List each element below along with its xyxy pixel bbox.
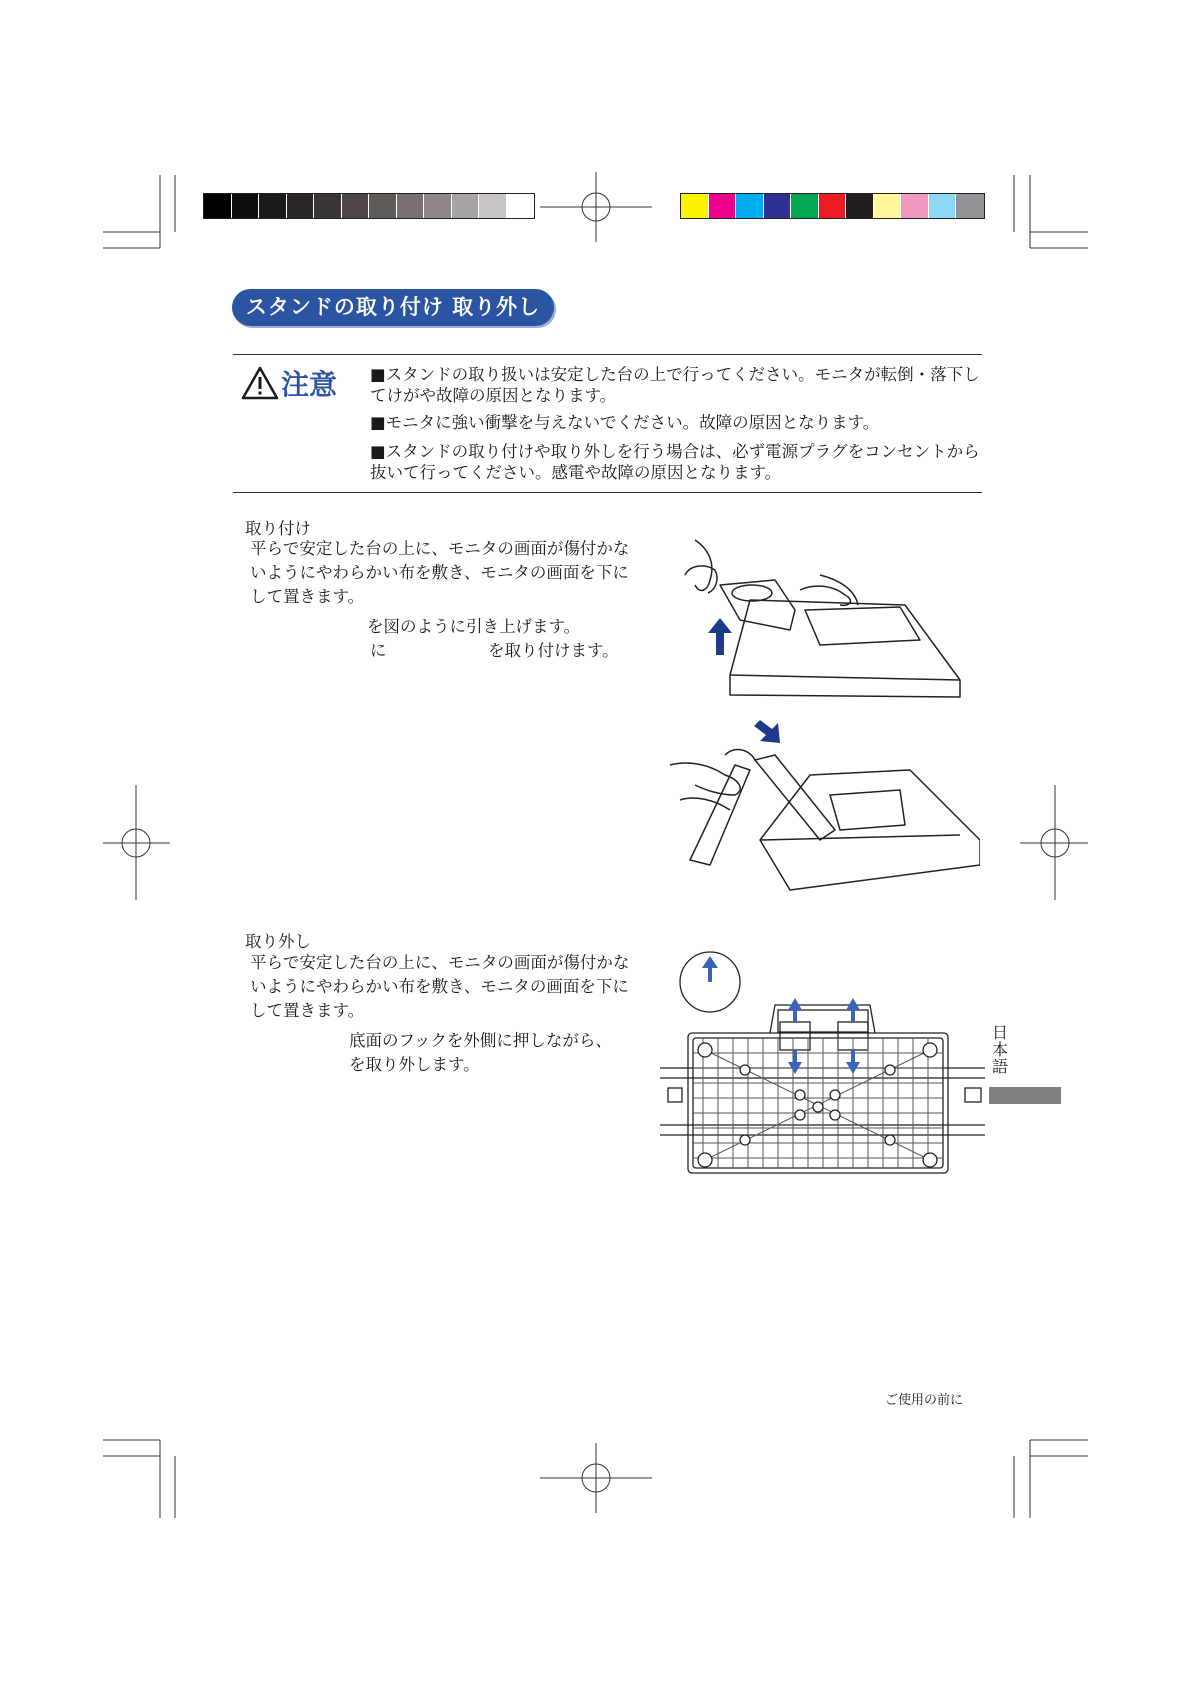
color-swatch: [232, 194, 260, 218]
footer-section-label: ご使用の前に: [885, 1393, 964, 1408]
color-swatch: [204, 194, 232, 218]
color-swatch: [452, 194, 480, 218]
color-swatch: [397, 194, 425, 218]
language-tab: 日 本 語: [991, 1023, 1008, 1076]
remove-paragraph: 平らで安定した台の上に、モニタの画面が傷付かないようにやわらかい布を敷き、モニタの画面を下にして置きます。: [250, 953, 630, 1020]
color-swatch: [369, 194, 397, 218]
install-step-2-prefix: に: [370, 641, 387, 660]
caution-header: [241, 363, 337, 403]
remove-step-2: を取り外します。: [349, 1055, 480, 1074]
remove-heading: 取り外し: [245, 932, 311, 951]
install-heading: 取り付け: [245, 519, 311, 538]
color-swatch: [929, 194, 957, 218]
color-swatch: [259, 194, 287, 218]
color-swatch: [287, 194, 315, 218]
color-swatch: [791, 194, 819, 218]
install-illustration-lift-stand: [680, 535, 970, 710]
color-calibration-strip: [680, 193, 985, 219]
color-swatch: [764, 194, 792, 218]
install-illustration-attach-base: [660, 715, 980, 905]
color-swatch: [874, 194, 902, 218]
color-swatch: [507, 194, 535, 218]
color-swatch: [736, 194, 764, 218]
install-step-2-suffix: を取り付けます。: [488, 641, 619, 660]
color-swatch: [901, 194, 929, 218]
warning-triangle-icon: [241, 366, 279, 400]
color-swatch: [846, 194, 874, 218]
page-title: スタンドの取り付け 取り外し: [232, 289, 554, 326]
language-tab-marker: [989, 1087, 1061, 1104]
remove-step-1: 底面のフックを外側に押しながら、: [349, 1031, 612, 1050]
caution-item: ■スタンドの取り扱いは安定した台の上で行ってください。モニタが転倒・落下し てけがや故障の原因となります。: [370, 365, 997, 405]
color-swatch: [314, 194, 342, 218]
caution-item: ■モニタに強い衝撃を与えないでください。故障の原因となります。: [370, 413, 880, 432]
remove-illustration-base-bottom: [660, 950, 985, 1180]
color-swatch: [956, 194, 984, 218]
color-swatch: [819, 194, 847, 218]
color-swatch: [709, 194, 737, 218]
install-paragraph: 平らで安定した台の上に、モニタの画面が傷付かないようにやわらかい布を敷き、モニタの画面を下にして置きます。: [250, 539, 630, 606]
color-swatch: [342, 194, 370, 218]
grayscale-calibration-strip: [203, 193, 535, 219]
caution-item: ■スタンドの取り付けや取り外しを行う場合は、必ず電源プラグをコンセントから 抜いて行ってください。感電や故障の原因となります。: [370, 442, 997, 482]
caution-box: [233, 354, 997, 493]
color-swatch: [424, 194, 452, 218]
caution-label: 注意: [281, 368, 338, 401]
color-swatch: [479, 194, 507, 218]
install-step-1: を図のように引き上げます。: [367, 617, 581, 636]
color-swatch: [681, 194, 709, 218]
